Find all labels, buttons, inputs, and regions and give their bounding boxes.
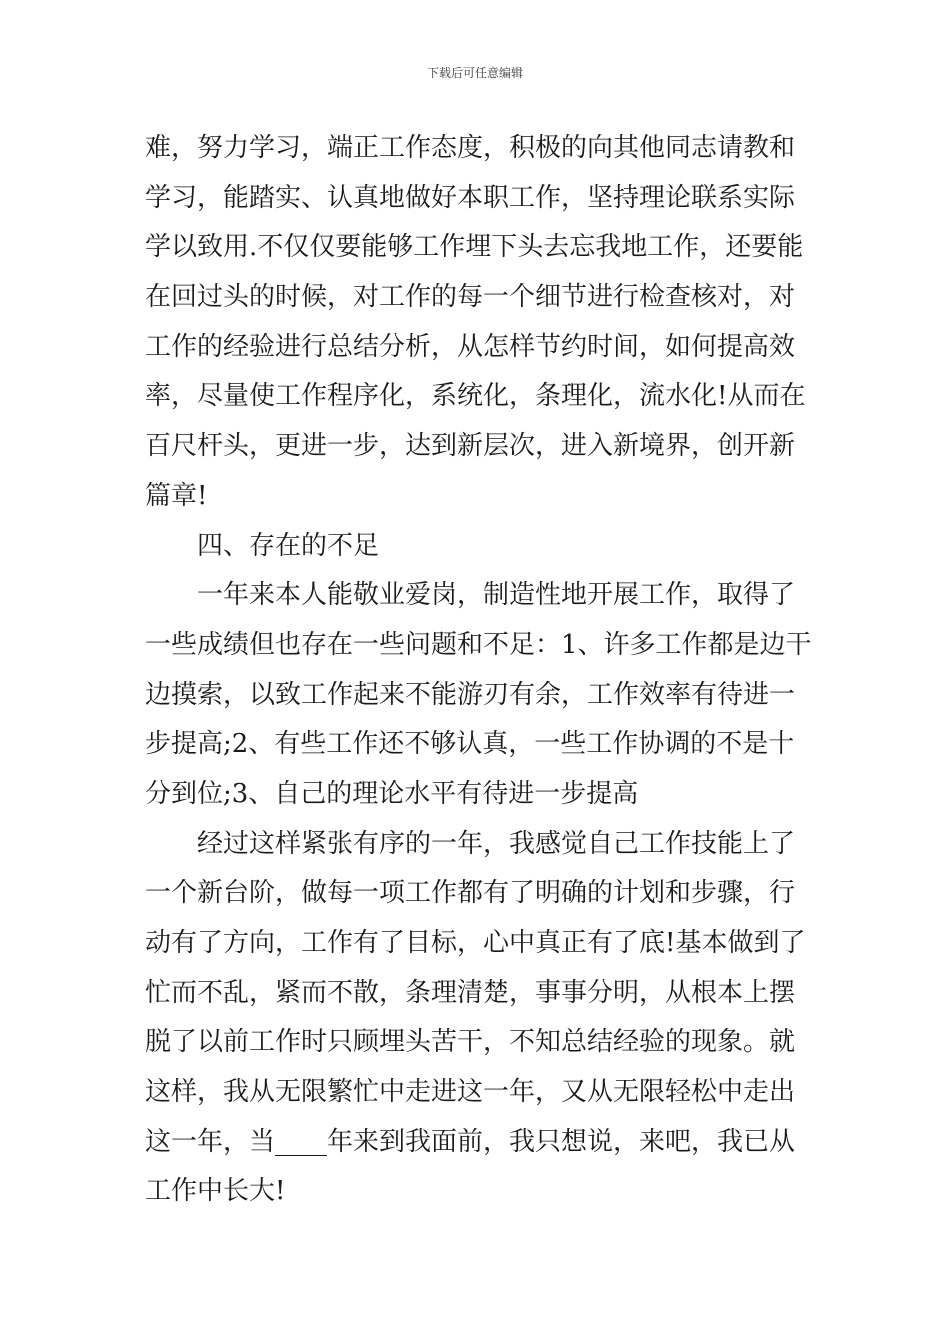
text-line: 难，努力学习，端正工作态度，积极的向其他同志请教和	[145, 133, 796, 163]
text-line: 工作中长大!	[145, 1176, 286, 1207]
paragraph-start: 经过这样紧张有序的一年，我感觉自己工作技能上了	[197, 828, 796, 859]
text-line: 动有了方向，工作有了目标，心中真正有了底!基本做到了	[145, 928, 806, 958]
text-line: 在回过头的时候，对工作的每一个细节进行检查核对，对	[145, 282, 796, 313]
text-line: 这一年，当____年来到我面前，我只想说，来吧，我已从	[145, 1126, 796, 1157]
text-line: 篇章!	[145, 480, 208, 511]
text-line: 学以致用.不仅仅要能够工作埋下头去忘我地工作，还要能	[145, 232, 804, 263]
text-line: 百尺杆头，更进一步，达到新层次，进入新境界，创开新	[145, 431, 796, 462]
text-line: 率，尽量使工作程序化，系统化，条理化，流水化!从而在	[145, 381, 806, 412]
text-line: 一些成绩但也存在一些问题和不足：1、许多工作都是边干	[145, 629, 812, 660]
text-line: 这样，我从无限繁忙中走进这一年，又从无限轻松中走出	[145, 1077, 796, 1108]
text-line: 工作的经验进行总结分析，从怎样节约时间，如何提高效	[145, 331, 796, 362]
text-line: 边摸索，以致工作起来不能游刃有余，工作效率有待进一	[145, 679, 796, 710]
page-header-note: 下载后可任意编辑	[426, 66, 523, 80]
text-line: 步提高;2、有些工作还不够认真，一些工作协调的不是十	[145, 729, 795, 760]
text-line: 脱了以前工作时只顾埋头苦干，不知总结经验的现象。就	[145, 1027, 796, 1058]
text-line: 学习，能踏实、认真地做好本职工作，坚持理论联系实际	[145, 182, 796, 213]
paragraph-start: 一年来本人能敬业爱岗，制造性地开展工作，取得了	[197, 580, 796, 611]
text-line: 分到位;3、自己的理论水平有待进一步提高	[145, 778, 639, 809]
text-line: 一个新台阶，做每一项工作都有了明确的计划和步骤，行	[145, 878, 796, 909]
text-line: 忙而不乱，紧而不散，条理清楚，事事分明，从根本上摆	[145, 977, 796, 1008]
document-body	[145, 124, 810, 1217]
section-heading: 四、存在的不足	[197, 530, 380, 561]
